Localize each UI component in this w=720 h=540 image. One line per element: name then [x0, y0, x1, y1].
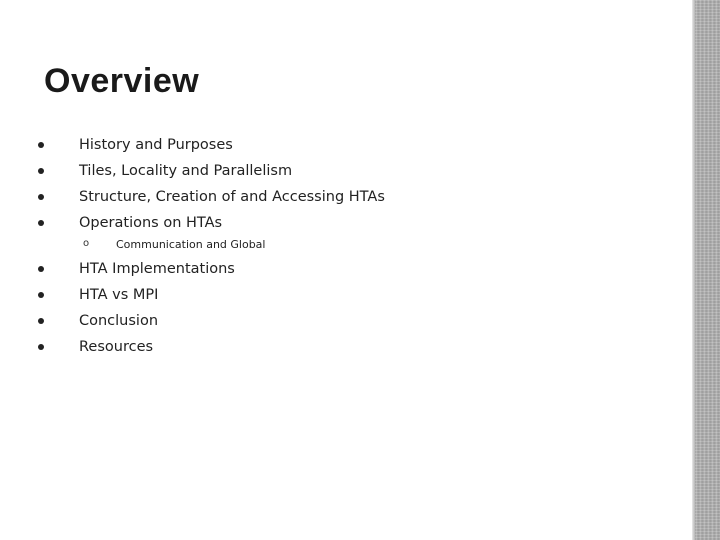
bullet-label: History and Purposes — [79, 137, 233, 153]
bullet-item-tiles — [0, 160, 600, 184]
sub-bullet-label: Communication and Global — [116, 238, 266, 251]
bullet-label: Tiles, Locality and Parallelism — [79, 163, 293, 179]
bullet-item-implementations — [0, 258, 600, 282]
bullet-item-resources — [0, 336, 600, 360]
bullet-label: Conclusion — [79, 313, 159, 329]
bullet-item-operations — [0, 212, 600, 236]
bullet-dot-icon — [38, 344, 44, 350]
bullet-label: Structure, Creation of and Accessing HTAs — [79, 189, 385, 205]
decorative-edge-border — [692, 0, 720, 540]
bullet-label: HTA Implementations — [79, 261, 235, 277]
bullet-dot-icon — [38, 142, 44, 148]
bullet-dot-icon — [38, 266, 44, 272]
bullet-label: Operations on HTAs — [79, 215, 223, 231]
bullet-dot-icon — [38, 318, 44, 324]
slide-title: Overview — [44, 62, 200, 100]
bullet-label: HTA vs MPI — [79, 287, 159, 303]
bullet-item-structure — [0, 186, 600, 210]
bullet-dot-icon — [38, 168, 44, 174]
bullet-label: Resources — [79, 339, 154, 355]
bullet-dot-icon — [38, 292, 44, 298]
bullet-item-history — [0, 134, 600, 158]
bullet-item-hta-vs-mpi — [0, 284, 600, 308]
sub-bullet-marker: o — [83, 238, 90, 249]
bullet-dot-icon — [38, 220, 44, 226]
bullet-item-conclusion — [0, 310, 600, 334]
sub-bullet-item-communication — [0, 234, 600, 258]
bullet-dot-icon — [38, 194, 44, 200]
